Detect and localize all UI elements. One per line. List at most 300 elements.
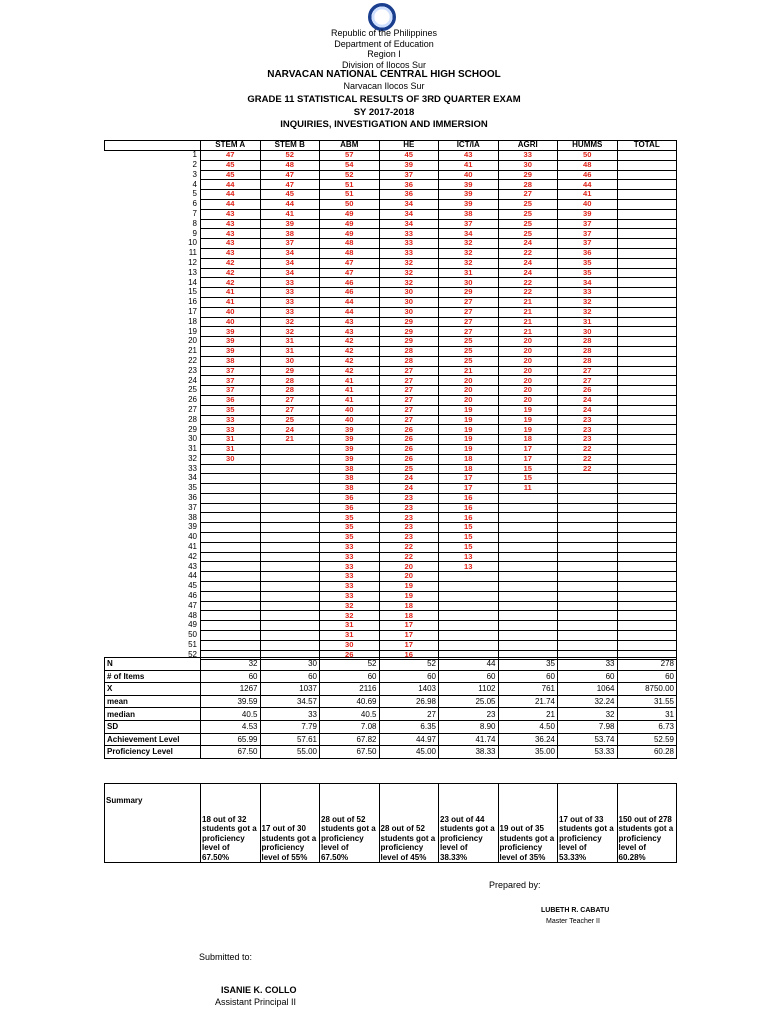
stats-value: 52 xyxy=(379,658,439,671)
score-cell: 41 xyxy=(320,386,380,396)
stats-value: 60 xyxy=(201,670,261,683)
score-cell: 18 xyxy=(498,435,558,445)
score-row xyxy=(105,356,677,366)
score-cell: 13 xyxy=(439,552,499,562)
row-number: 28 xyxy=(105,415,201,425)
score-cell: 42 xyxy=(201,278,261,288)
score-cell: 27 xyxy=(379,376,439,386)
score-cell: 33 xyxy=(320,542,380,552)
score-row xyxy=(105,180,677,190)
score-cell: 39 xyxy=(320,454,380,464)
score-cell xyxy=(617,601,677,611)
score-cell: 31 xyxy=(260,337,320,347)
score-cell xyxy=(617,278,677,288)
score-cell: 15 xyxy=(439,542,499,552)
score-cell: 33 xyxy=(260,278,320,288)
score-cell: 29 xyxy=(498,170,558,180)
stats-value: 1037 xyxy=(260,683,320,696)
score-row xyxy=(105,572,677,582)
row-number: 32 xyxy=(105,454,201,464)
score-cell: 20 xyxy=(379,562,439,572)
stats-label: Proficiency Level xyxy=(105,746,201,759)
score-row xyxy=(105,435,677,445)
score-cell xyxy=(617,297,677,307)
score-cell xyxy=(260,582,320,592)
row-number: 17 xyxy=(105,307,201,317)
stats-value: 1102 xyxy=(439,683,499,696)
score-cell xyxy=(558,484,618,494)
score-cell: 18 xyxy=(379,601,439,611)
score-cell: 39 xyxy=(439,190,499,200)
stats-value: 34.57 xyxy=(260,695,320,708)
score-cell xyxy=(260,562,320,572)
score-cell: 25 xyxy=(439,337,499,347)
score-row xyxy=(105,464,677,474)
stats-label: SD xyxy=(105,720,201,733)
score-cell: 15 xyxy=(439,523,499,533)
score-cell: 26 xyxy=(379,435,439,445)
score-cell: 35 xyxy=(320,513,380,523)
score-cell: 31 xyxy=(201,444,261,454)
score-cell: 32 xyxy=(439,258,499,268)
score-cell: 26 xyxy=(379,444,439,454)
score-cell: 38 xyxy=(439,209,499,219)
stats-value: 38.33 xyxy=(439,746,499,759)
score-cell: 38 xyxy=(320,474,380,484)
score-cell: 44 xyxy=(201,199,261,209)
score-row xyxy=(105,366,677,376)
stats-label: N xyxy=(105,658,201,671)
score-cell: 30 xyxy=(379,288,439,298)
score-cell: 25 xyxy=(498,219,558,229)
score-cell: 32 xyxy=(558,297,618,307)
score-cell: 16 xyxy=(379,650,439,660)
score-cell xyxy=(617,405,677,415)
score-cell xyxy=(201,523,261,533)
score-cell: 22 xyxy=(498,278,558,288)
summary-cell: 23 out of 44 students got a proficiency level of 38.33% xyxy=(439,784,499,863)
score-cell: 36 xyxy=(320,493,380,503)
column-header: STEM A xyxy=(201,141,261,151)
score-cell: 37 xyxy=(439,219,499,229)
score-cell: 19 xyxy=(379,591,439,601)
header-block xyxy=(0,28,768,91)
score-cell: 23 xyxy=(379,513,439,523)
score-cell: 15 xyxy=(498,464,558,474)
score-cell xyxy=(201,493,261,503)
score-cell xyxy=(558,552,618,562)
row-number: 23 xyxy=(105,366,201,376)
score-cell: 27 xyxy=(439,317,499,327)
score-cell xyxy=(439,572,499,582)
score-cell xyxy=(617,425,677,435)
stats-value: 33 xyxy=(260,708,320,721)
score-cell: 38 xyxy=(201,356,261,366)
score-cell: 31 xyxy=(320,631,380,641)
stats-value: 8.90 xyxy=(439,720,499,733)
score-cell xyxy=(498,533,558,543)
score-cell xyxy=(439,582,499,592)
score-cell: 49 xyxy=(320,229,380,239)
score-cell xyxy=(201,552,261,562)
score-cell: 33 xyxy=(260,297,320,307)
score-cell xyxy=(201,631,261,641)
score-cell xyxy=(260,464,320,474)
stats-value: 52.59 xyxy=(617,733,677,746)
score-cell xyxy=(617,170,677,180)
score-cell: 41 xyxy=(201,288,261,298)
score-cell: 28 xyxy=(558,337,618,347)
score-cell: 43 xyxy=(201,229,261,239)
score-cell: 32 xyxy=(379,278,439,288)
score-cell xyxy=(201,601,261,611)
score-cell xyxy=(201,562,261,572)
score-cell: 36 xyxy=(201,395,261,405)
score-cell: 27 xyxy=(558,376,618,386)
score-row xyxy=(105,239,677,249)
score-row xyxy=(105,513,677,523)
score-cell xyxy=(617,258,677,268)
scores-table xyxy=(104,140,677,660)
score-cell: 37 xyxy=(201,376,261,386)
score-cell: 21 xyxy=(498,317,558,327)
score-cell: 21 xyxy=(498,297,558,307)
score-row xyxy=(105,415,677,425)
score-cell: 24 xyxy=(498,258,558,268)
score-row xyxy=(105,484,677,494)
score-cell: 42 xyxy=(320,366,380,376)
score-cell: 33 xyxy=(379,229,439,239)
score-cell xyxy=(260,444,320,454)
score-cell: 28 xyxy=(260,376,320,386)
score-row xyxy=(105,523,677,533)
row-number: 50 xyxy=(105,631,201,641)
stats-value: 35 xyxy=(498,658,558,671)
score-cell: 13 xyxy=(439,562,499,572)
score-cell xyxy=(617,484,677,494)
score-cell: 16 xyxy=(439,513,499,523)
score-cell: 27 xyxy=(379,395,439,405)
stats-value: 40.5 xyxy=(201,708,261,721)
score-cell: 36 xyxy=(379,190,439,200)
score-cell: 24 xyxy=(558,405,618,415)
score-cell: 30 xyxy=(201,454,261,464)
score-cell: 27 xyxy=(439,297,499,307)
score-cell: 30 xyxy=(498,160,558,170)
score-row xyxy=(105,591,677,601)
score-row xyxy=(105,542,677,552)
score-cell xyxy=(617,631,677,641)
score-cell: 28 xyxy=(558,346,618,356)
score-cell: 11 xyxy=(498,484,558,494)
row-number: 12 xyxy=(105,258,201,268)
score-cell: 39 xyxy=(201,327,261,337)
score-cell: 20 xyxy=(439,395,499,405)
score-row xyxy=(105,562,677,572)
stats-value: 67.50 xyxy=(320,746,380,759)
summary-cell: 18 out of 32 students got a proficiency level of 67.50% xyxy=(201,784,261,863)
stats-value: 53.33 xyxy=(558,746,618,759)
score-cell xyxy=(439,621,499,631)
school-year: SY 2017-2018 xyxy=(353,106,415,118)
score-cell xyxy=(439,611,499,621)
stats-value: 32.24 xyxy=(558,695,618,708)
score-cell xyxy=(498,601,558,611)
score-cell xyxy=(617,229,677,239)
score-row xyxy=(105,611,677,621)
score-cell: 22 xyxy=(498,248,558,258)
column-header: TOTAL xyxy=(617,141,677,151)
score-cell: 30 xyxy=(260,356,320,366)
score-cell xyxy=(201,621,261,631)
score-cell xyxy=(260,552,320,562)
row-number: 29 xyxy=(105,425,201,435)
score-cell: 57 xyxy=(320,151,380,161)
score-row xyxy=(105,288,677,298)
score-cell xyxy=(439,640,499,650)
score-cell xyxy=(617,415,677,425)
score-cell xyxy=(260,631,320,641)
score-cell: 39 xyxy=(320,425,380,435)
score-cell: 18 xyxy=(439,454,499,464)
score-cell: 44 xyxy=(201,180,261,190)
score-cell: 19 xyxy=(439,405,499,415)
score-cell: 48 xyxy=(320,239,380,249)
subject-title: INQUIRIES, INVESTIGATION AND IMMERSION xyxy=(280,119,488,130)
score-cell: 28 xyxy=(379,356,439,366)
score-cell xyxy=(558,601,618,611)
score-cell: 23 xyxy=(379,533,439,543)
stats-label: mean xyxy=(105,695,201,708)
score-cell: 33 xyxy=(201,425,261,435)
stats-value: 44 xyxy=(439,658,499,671)
row-number: 21 xyxy=(105,346,201,356)
score-cell: 32 xyxy=(260,317,320,327)
score-cell xyxy=(439,601,499,611)
preparer-name: LUBETH R. CABATU xyxy=(541,907,610,914)
score-cell: 38 xyxy=(320,484,380,494)
score-cell: 33 xyxy=(260,307,320,317)
score-cell: 27 xyxy=(498,190,558,200)
score-cell xyxy=(617,572,677,582)
row-number: 41 xyxy=(105,542,201,552)
summary-cell: 19 out of 35 students got a proficiency level of 35% xyxy=(498,784,558,863)
score-cell: 45 xyxy=(379,151,439,161)
score-row xyxy=(105,170,677,180)
score-cell: 41 xyxy=(320,376,380,386)
stats-value: 21.74 xyxy=(498,695,558,708)
row-number: 9 xyxy=(105,229,201,239)
score-cell: 26 xyxy=(379,454,439,464)
score-cell: 41 xyxy=(558,190,618,200)
stats-value: 27 xyxy=(379,708,439,721)
score-cell: 21 xyxy=(439,366,499,376)
score-cell xyxy=(617,239,677,249)
score-row xyxy=(105,621,677,631)
scores-header-row xyxy=(105,141,677,151)
score-row xyxy=(105,631,677,641)
summary-cell: 17 out of 30 students got a proficiency level of 55% xyxy=(260,784,320,863)
score-cell xyxy=(260,601,320,611)
score-cell xyxy=(617,513,677,523)
score-cell xyxy=(260,542,320,552)
score-cell: 33 xyxy=(320,582,380,592)
score-cell: 41 xyxy=(439,160,499,170)
score-cell xyxy=(558,572,618,582)
score-cell: 51 xyxy=(320,190,380,200)
row-number: 39 xyxy=(105,523,201,533)
stats-value: 1403 xyxy=(379,683,439,696)
score-row xyxy=(105,278,677,288)
row-number: 40 xyxy=(105,533,201,543)
stats-value: 60 xyxy=(498,670,558,683)
score-cell xyxy=(260,493,320,503)
stats-label: # of Items xyxy=(105,670,201,683)
score-cell xyxy=(260,591,320,601)
row-number: 2 xyxy=(105,160,201,170)
score-cell: 39 xyxy=(379,160,439,170)
score-cell: 39 xyxy=(201,337,261,347)
score-cell: 27 xyxy=(379,386,439,396)
score-cell: 39 xyxy=(260,219,320,229)
score-cell: 32 xyxy=(558,307,618,317)
score-cell xyxy=(617,523,677,533)
score-cell xyxy=(558,640,618,650)
score-cell: 17 xyxy=(439,484,499,494)
score-cell: 25 xyxy=(498,209,558,219)
row-number: 6 xyxy=(105,199,201,209)
row-number: 16 xyxy=(105,297,201,307)
score-cell: 31 xyxy=(201,435,261,445)
score-cell: 34 xyxy=(379,209,439,219)
row-number: 5 xyxy=(105,190,201,200)
score-cell xyxy=(617,395,677,405)
column-header: ABM xyxy=(320,141,380,151)
stats-value: 4.50 xyxy=(498,720,558,733)
score-cell: 45 xyxy=(260,190,320,200)
score-cell: 23 xyxy=(558,415,618,425)
stats-label: X xyxy=(105,683,201,696)
score-cell: 47 xyxy=(260,170,320,180)
score-cell: 35 xyxy=(320,533,380,543)
score-cell: 27 xyxy=(558,366,618,376)
row-number: 26 xyxy=(105,395,201,405)
score-cell: 40 xyxy=(320,415,380,425)
score-cell xyxy=(617,376,677,386)
score-cell: 39 xyxy=(320,444,380,454)
score-cell: 20 xyxy=(498,337,558,347)
score-cell xyxy=(201,542,261,552)
score-cell xyxy=(558,533,618,543)
score-cell xyxy=(617,474,677,484)
score-cell: 26 xyxy=(320,650,380,660)
score-cell: 31 xyxy=(320,621,380,631)
row-number: 20 xyxy=(105,337,201,347)
score-cell: 19 xyxy=(498,425,558,435)
row-number: 14 xyxy=(105,278,201,288)
score-cell: 42 xyxy=(320,356,380,366)
score-cell: 30 xyxy=(558,327,618,337)
approver-title: Assistant Principal II xyxy=(215,997,297,1007)
score-cell: 35 xyxy=(201,405,261,415)
score-cell xyxy=(617,317,677,327)
score-cell xyxy=(260,572,320,582)
score-cell: 29 xyxy=(379,317,439,327)
stats-value: 39.59 xyxy=(201,695,261,708)
score-cell xyxy=(558,503,618,513)
score-cell: 18 xyxy=(439,464,499,474)
row-number: 34 xyxy=(105,474,201,484)
score-cell: 33 xyxy=(320,562,380,572)
score-cell xyxy=(260,474,320,484)
score-cell: 19 xyxy=(498,415,558,425)
row-number: 10 xyxy=(105,239,201,249)
score-cell xyxy=(617,562,677,572)
score-cell: 46 xyxy=(558,170,618,180)
preparer-title: Master Teacher II xyxy=(546,918,600,925)
score-cell: 34 xyxy=(558,278,618,288)
row-number: 45 xyxy=(105,582,201,592)
row-number: 1 xyxy=(105,151,201,161)
score-cell xyxy=(617,307,677,317)
score-cell xyxy=(558,513,618,523)
score-cell: 33 xyxy=(558,288,618,298)
score-cell xyxy=(617,209,677,219)
row-number: 44 xyxy=(105,572,201,582)
score-cell: 25 xyxy=(498,199,558,209)
score-row xyxy=(105,454,677,464)
stats-value: 60 xyxy=(320,670,380,683)
row-number: 51 xyxy=(105,640,201,650)
score-cell: 40 xyxy=(320,405,380,415)
stats-value: 60 xyxy=(379,670,439,683)
score-cell: 27 xyxy=(439,327,499,337)
school-name: NARVACAN NATIONAL CENTRAL HIGH SCHOOL xyxy=(267,69,501,80)
score-cell: 20 xyxy=(439,376,499,386)
score-cell: 49 xyxy=(320,219,380,229)
stats-value: 36.24 xyxy=(498,733,558,746)
score-cell: 33 xyxy=(379,239,439,249)
score-cell: 45 xyxy=(201,170,261,180)
score-cell: 26 xyxy=(379,425,439,435)
score-cell: 22 xyxy=(558,454,618,464)
score-row xyxy=(105,151,677,161)
score-cell: 43 xyxy=(201,239,261,249)
score-cell: 22 xyxy=(379,552,439,562)
score-cell: 43 xyxy=(320,317,380,327)
score-cell: 33 xyxy=(260,288,320,298)
stats-value: 7.79 xyxy=(260,720,320,733)
score-cell: 39 xyxy=(320,435,380,445)
score-cell: 37 xyxy=(201,386,261,396)
score-row xyxy=(105,209,677,219)
score-cell: 28 xyxy=(379,346,439,356)
score-cell: 24 xyxy=(260,425,320,435)
score-cell: 32 xyxy=(439,248,499,258)
score-cell: 40 xyxy=(439,170,499,180)
score-cell xyxy=(201,474,261,484)
score-cell: 33 xyxy=(320,591,380,601)
score-cell xyxy=(498,591,558,601)
score-cell xyxy=(498,493,558,503)
score-cell xyxy=(617,611,677,621)
score-cell: 37 xyxy=(260,239,320,249)
score-cell: 42 xyxy=(320,346,380,356)
division-text: Division of Ilocos Sur xyxy=(341,59,427,70)
score-row xyxy=(105,640,677,650)
score-row xyxy=(105,601,677,611)
score-cell xyxy=(260,523,320,533)
